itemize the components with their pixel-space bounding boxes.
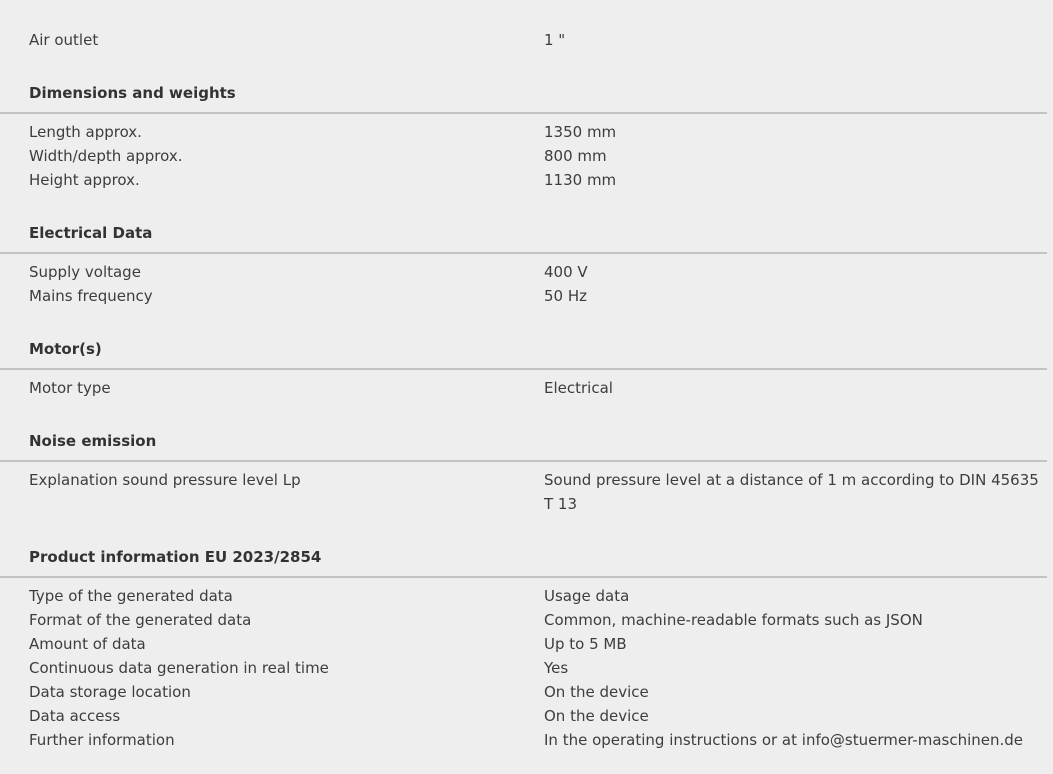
spec-row-data-type bbox=[0, 584, 1047, 608]
section-header-electrical bbox=[0, 220, 1047, 254]
spec-value: Common, machine-readable formats such as JSON bbox=[544, 611, 923, 629]
spec-value: Up to 5 MB bbox=[544, 635, 627, 653]
spec-row-width bbox=[0, 144, 1047, 168]
spec-label: Air outlet bbox=[29, 31, 99, 49]
spec-row-supply-voltage bbox=[0, 260, 1047, 284]
spec-value: 1130 mm bbox=[544, 171, 617, 189]
spec-value: On the device bbox=[544, 683, 649, 701]
spec-label: Mains frequency bbox=[29, 287, 153, 305]
spec-label: Data storage location bbox=[29, 683, 191, 701]
spec-value: Sound pressure level at a distance of 1 m according to DIN 45635 T 13 bbox=[544, 471, 1039, 513]
section-header-noise bbox=[0, 428, 1047, 462]
spec-value: 1 " bbox=[544, 31, 566, 49]
section-title: Noise emission bbox=[29, 432, 157, 450]
spec-row-data-format bbox=[0, 608, 1047, 632]
spec-label: Height approx. bbox=[29, 171, 140, 189]
spec-row-data-access bbox=[0, 704, 1047, 728]
section-title: Electrical Data bbox=[29, 224, 153, 242]
spec-value: 1350 mm bbox=[544, 123, 617, 141]
spec-row-length bbox=[0, 120, 1047, 144]
spec-label: Further information bbox=[29, 731, 175, 749]
spec-value: Electrical bbox=[544, 379, 613, 397]
spec-value: 50 Hz bbox=[544, 287, 588, 305]
section-header-dimensions bbox=[0, 80, 1047, 114]
section-title: Product information EU 2023/2854 bbox=[29, 548, 322, 566]
spec-label: Amount of data bbox=[29, 635, 146, 653]
section-title: Motor(s) bbox=[29, 340, 102, 358]
spec-value: 400 V bbox=[544, 263, 588, 281]
spec-row-further-info bbox=[0, 728, 1047, 752]
spec-label: Supply voltage bbox=[29, 263, 141, 281]
spec-row-realtime bbox=[0, 656, 1047, 680]
spec-row-mains-frequency bbox=[0, 284, 1047, 308]
spec-row-sound-pressure bbox=[0, 468, 1047, 516]
section-header-motors bbox=[0, 336, 1047, 370]
spec-label: Data access bbox=[29, 707, 121, 725]
spec-row-storage-location bbox=[0, 680, 1047, 704]
spec-value: 800 mm bbox=[544, 147, 607, 165]
section-header-product-info bbox=[0, 544, 1047, 578]
spec-label: Explanation sound pressure level Lp bbox=[29, 471, 301, 489]
spec-row-air-outlet bbox=[0, 28, 1047, 52]
spec-value: On the device bbox=[544, 707, 649, 725]
spec-value: In the operating instructions or at info@stuermer-maschinen.de bbox=[544, 731, 1024, 749]
spec-label: Motor type bbox=[29, 379, 111, 397]
spec-label: Length approx. bbox=[29, 123, 142, 141]
spec-label: Continuous data generation in real time bbox=[29, 659, 329, 677]
spec-row-data-amount bbox=[0, 632, 1047, 656]
spec-label: Type of the generated data bbox=[29, 587, 233, 605]
spec-label: Width/depth approx. bbox=[29, 147, 183, 165]
spec-value: Yes bbox=[544, 659, 569, 677]
section-title: Dimensions and weights bbox=[29, 84, 236, 102]
spec-value: Usage data bbox=[544, 587, 630, 605]
spec-row-motor-type bbox=[0, 376, 1047, 400]
spec-label: Format of the generated data bbox=[29, 611, 252, 629]
spec-row-height bbox=[0, 168, 1047, 192]
